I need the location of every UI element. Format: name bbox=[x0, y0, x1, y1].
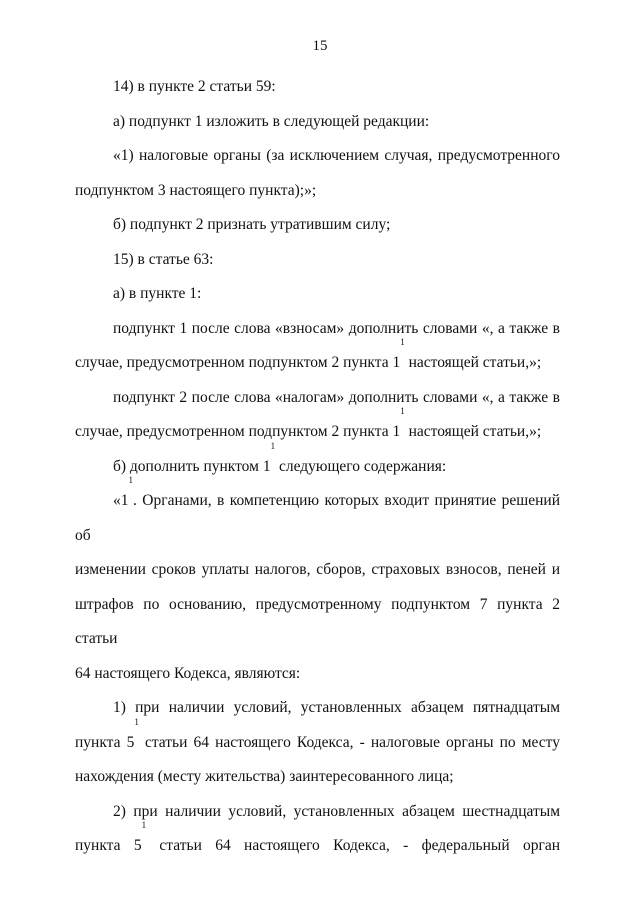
text-line bbox=[75, 174, 560, 209]
text-segment: б) подпункт 2 признать утратившим силу; bbox=[113, 216, 391, 233]
paragraph bbox=[75, 70, 560, 105]
superscript: 1 bbox=[141, 820, 147, 830]
text-segment: подпункт 1 после слова «взносам» дополнить словами «, а также в bbox=[113, 319, 560, 337]
text-segment: «1 bbox=[113, 492, 129, 509]
text-line bbox=[75, 588, 560, 657]
paragraph bbox=[75, 105, 560, 140]
text-segment: следующего содержания: bbox=[275, 457, 447, 475]
text-line bbox=[75, 208, 560, 243]
text-segment: 1) при наличии условий, установленных абзацем пятнадцатым bbox=[113, 699, 560, 716]
text-segment: пункта 5 bbox=[75, 837, 142, 854]
text-line bbox=[75, 440, 560, 485]
superscript: 1 bbox=[400, 406, 405, 416]
text-line bbox=[75, 820, 560, 864]
text-segment: 15) в статье 63: bbox=[113, 250, 214, 268]
text-segment: изменении сроков уплаты налогов, сборов, страховых взносов, пеней и bbox=[75, 561, 560, 578]
text-line bbox=[75, 691, 560, 726]
text-line bbox=[75, 337, 560, 381]
text-segment: пункта 5 bbox=[75, 733, 135, 751]
text-segment: нахождения (месту жительства) заинтересованного лица; bbox=[75, 768, 454, 785]
text-segment: «1) налоговые органы (за исключением случая, предусмотренного bbox=[113, 147, 560, 164]
text-line bbox=[75, 760, 560, 795]
paragraph bbox=[75, 139, 560, 208]
text-segment: статьи 64 настоящего Кодекса, - налоговые органы по месту bbox=[138, 733, 560, 751]
page-number: 15 bbox=[312, 38, 328, 54]
text-segment: а) подпункт 1 изложить в следующей редакции: bbox=[113, 112, 430, 130]
text-segment: . Органами, в компетенцию которых входит принятие решений об bbox=[75, 492, 560, 544]
text-line bbox=[75, 243, 560, 278]
text-segment: а) в пункте 1: bbox=[113, 285, 202, 302]
text-segment: 64 настоящего Кодекса, являются: bbox=[75, 664, 301, 682]
text-segment: б) дополнить пунктом 1 bbox=[113, 457, 271, 475]
text-segment: статьи 64 настоящего Кодекса, - федеральный орган bbox=[146, 837, 560, 854]
superscript: 1 bbox=[128, 475, 133, 485]
text-segment: 14) в пункте 2 статьи 59: bbox=[113, 78, 276, 95]
text-segment: подпункт 2 после слова «налогам» дополнить словами «, а также в bbox=[113, 388, 560, 406]
text-line bbox=[75, 475, 560, 553]
text-segment: случае, предусмотренном подпунктом 2 пункта 1 bbox=[75, 354, 401, 371]
paragraph bbox=[75, 440, 560, 485]
text-line bbox=[75, 406, 560, 450]
text-segment: штрафов по основанию, предусмотренному подпунктом 7 пункта 2 статьи bbox=[75, 595, 560, 647]
superscript: 1 bbox=[270, 440, 276, 451]
paragraph bbox=[75, 208, 560, 243]
paragraph bbox=[75, 381, 560, 450]
text-line bbox=[75, 716, 560, 761]
text-line bbox=[75, 381, 560, 416]
text-line bbox=[75, 795, 560, 830]
text-line bbox=[75, 312, 560, 347]
text-segment: случае, предусмотренном подпунктом 2 пункта 1 bbox=[75, 423, 401, 440]
superscript: 1 bbox=[400, 337, 405, 347]
text-line bbox=[75, 70, 560, 105]
paragraph bbox=[75, 243, 560, 278]
text-segment: 2) при наличии условий, установленных абзацем шестнадцатым bbox=[113, 802, 560, 820]
text-line bbox=[75, 105, 560, 140]
paragraph bbox=[75, 475, 560, 691]
text-line bbox=[75, 139, 560, 174]
text-line bbox=[75, 553, 560, 588]
document-body bbox=[75, 70, 560, 864]
paragraph bbox=[75, 795, 560, 864]
paragraph bbox=[75, 691, 560, 795]
text-line bbox=[75, 657, 560, 692]
paragraph bbox=[75, 312, 560, 381]
text-segment: настоящей статьи,»; bbox=[404, 354, 542, 371]
text-line bbox=[75, 277, 560, 312]
text-segment: подпунктом 3 настоящего пункта);»; bbox=[75, 181, 317, 199]
paragraph bbox=[75, 277, 560, 312]
text-segment: настоящей статьи,»; bbox=[404, 423, 542, 440]
superscript: 1 bbox=[134, 716, 139, 727]
